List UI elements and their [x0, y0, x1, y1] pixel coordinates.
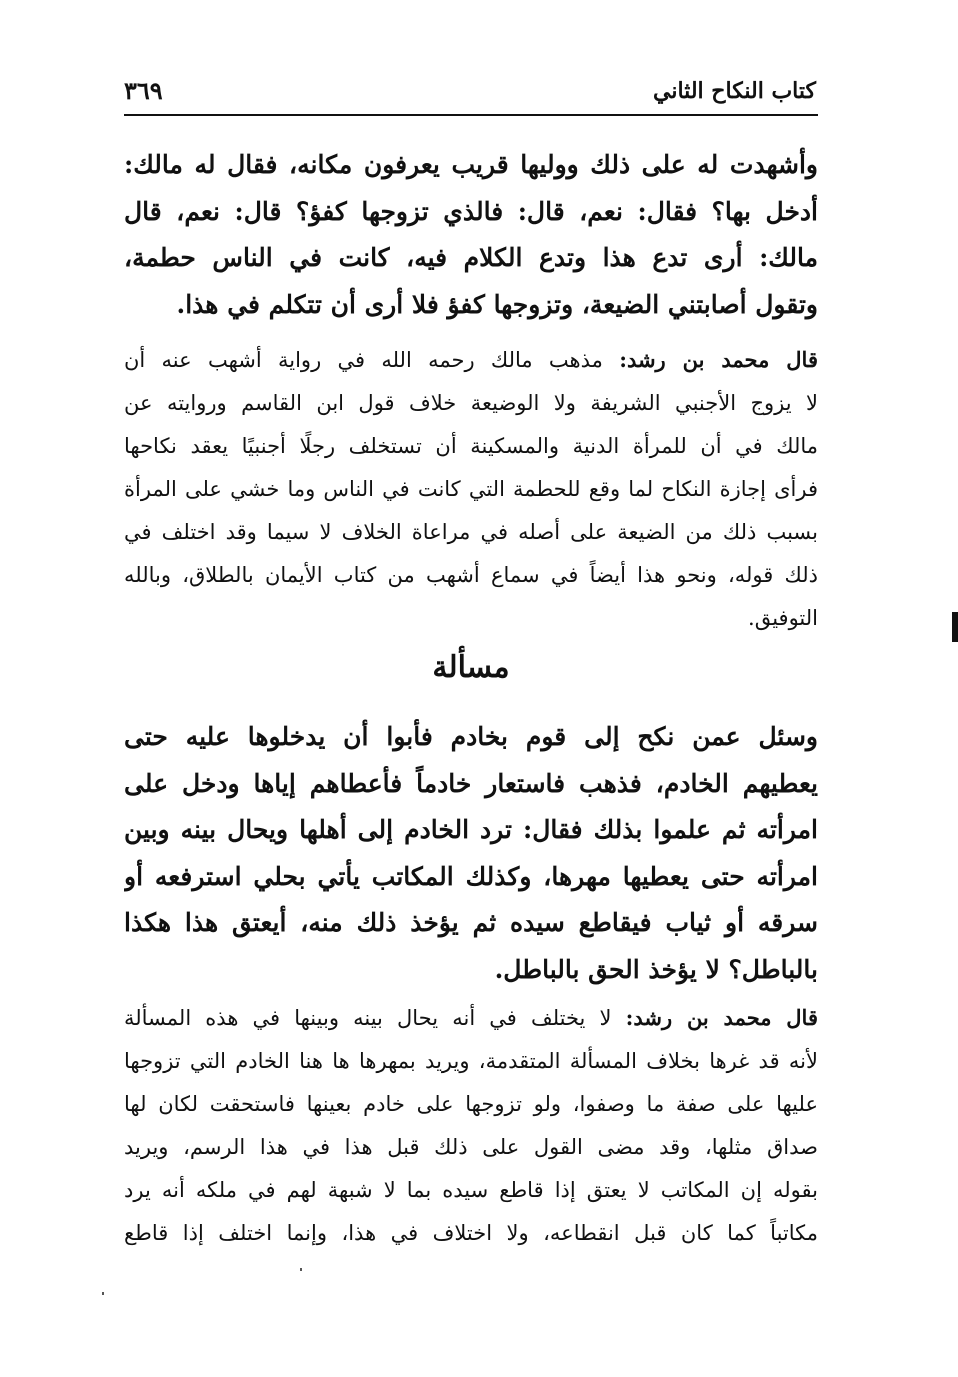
- text-line: [124, 338, 818, 382]
- text-line: وسئل عمن نكح إلى قوم بخادم فأبوا أن يدخلوها عليه حتى: [124, 722, 818, 751]
- text-line: ذلك قوله، ونحو هذا أيضاً في سماع أشهب من كتاب الأيمان بالطلاق، وبالله: [124, 563, 818, 587]
- text-line: [124, 996, 818, 1040]
- text-line: بقوله إن المكاتب لا يعتق إذا قاطع سيده بما لا شبهة لهم في ملكه أنه يرد: [124, 1178, 818, 1202]
- page-number: ٣٦٩: [124, 76, 163, 105]
- text-line: مالك في أن للمرأة الدنية والمسكينة أن تستخلف رجلًا أجنبيًا يعقد نكاحها: [124, 434, 818, 458]
- commentary-1: [124, 338, 818, 640]
- commentary-first-line: لا يختلف في أنه يحال بينه وبينها في هذه المسألة: [124, 1006, 626, 1030]
- running-title: كتاب النكاح الثاني: [653, 78, 816, 104]
- text-line: التوفيق.: [748, 606, 818, 630]
- text-line: امرأته حتى يعطيها مهرها، وكذلك المكاتب يأتي بحلي استرفعه أو: [124, 861, 818, 891]
- commentary-lead: قال محمد بن رشد:: [625, 1005, 818, 1030]
- header-rule: [124, 114, 818, 116]
- text-line: لأنه قد غرها بخلاف المسألة المتقدمة، ويريد بمهرها ها هنا الخادم التي تزوجها: [124, 1049, 818, 1073]
- scan-speck: [102, 1292, 104, 1295]
- paragraph-1: [124, 142, 818, 328]
- text-line: مكاتباً كما كان قبل انقطاعه، ولا اختلاف في هذا، وإنما اختلف إذا قاطع: [124, 1221, 818, 1245]
- text-line: بسبب ذلك من الضيعة على أصله في مراعاة الخلاف لا سيما وقد اختلف في: [124, 520, 818, 544]
- paragraph-2: [124, 714, 818, 993]
- text-line: يعطيهم الخادم، فذهب فاستعار خادماً فأعطاهم إياها ودخل على: [124, 768, 818, 798]
- scan-edge-mark: [952, 612, 958, 642]
- section-heading: مسألة: [432, 650, 510, 685]
- commentary-2: [124, 996, 818, 1255]
- text-line: عليها على صفة ما وصفوا، ولو تزوجها على خادم بعينها فاستحقت لكان لها: [124, 1092, 818, 1116]
- text-line: لا يزوج الأجنبي الشريفة ولا الوضيعة خلاف قول ابن القاسم وروايته عن: [124, 391, 818, 415]
- running-header: [124, 72, 816, 112]
- text-line: بالباطل؟ لا يؤخذ الحق بالباطل.: [494, 954, 818, 984]
- text-line: مالك: أرى تدع هذا وتدع الكلام فيه، كانت في الناس حطمة،: [124, 243, 818, 272]
- text-line: فرأى إجازة النكاح لما وقع للحطمة التي كانت في الناس وما خشي على المرأة: [124, 477, 818, 501]
- text-line: أدخل بها؟ فقال: نعم، قال: فالذي تزوجها كفؤ؟ قال: نعم، قال: [124, 196, 818, 226]
- text-line: وتقول أصابتني الضيعة، وتزوجها كفؤ فلا أرى أن تتكلم في هذا.: [176, 289, 818, 319]
- text-line: سرقه أو ثياب فيقاطع سيده ثم يؤخذ ذلك منه، أيعتق هذا هكذا: [124, 908, 818, 937]
- scan-speck: [300, 1268, 302, 1271]
- text-line: وأشهدت له على ذلك ووليها قريب يعرفون مكانه، فقال له مالك:: [124, 150, 818, 179]
- text-line: صداق مثلها، وقد مضى القول على ذلك قبل هذا في هذا الرسم، ويريد: [124, 1135, 818, 1159]
- commentary-first-line: مذهب مالك رحمه الله في رواية أشهب عنه أن: [124, 348, 620, 372]
- text-line: امرأته ثم علموا بذلك فقال: ترد الخادم إلى أهلها ويحال بينه وبين: [124, 815, 818, 844]
- commentary-lead: قال محمد بن رشد:: [619, 347, 818, 372]
